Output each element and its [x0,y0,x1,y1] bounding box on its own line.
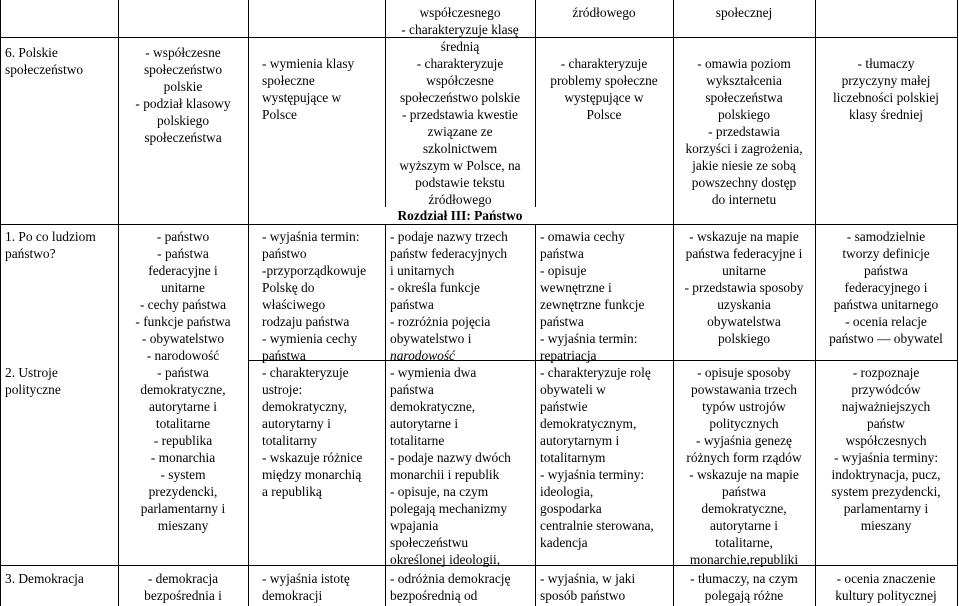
level4-cell: - omawia poziom wykształcenia społeczeństwa polskiego - przedstawia korzyści i zagrożenia, jakie niesie ze sobą powszechny dostęp do internetu [685,56,803,207]
content-cell: - demokracja bezpośrednia i [144,571,222,603]
column-divider [248,0,249,606]
level4-cell: - opisuje sposoby powstawania trzech typów ustrojów politycznych - wyjaśnia genezę różnych form rządów - wskazuje na mapie państwa demokratyczne, autorytarne i totalitarne, monarchie,republiki [686,365,802,567]
topic-cell: 3. Demokracja [5,571,84,586]
row-divider [0,224,958,225]
level2-cell: - odróżnia demokrację bezpośrednią od [390,571,511,603]
topic-cell: 1. Po co ludziom państwo? [5,229,96,261]
level4-cell: - wskazuje na mapie państwa federacyjne i unitarne - przedstawia sposoby uzyskania obywatelstwa polskiego [684,229,804,346]
level5-cell: - ocenia znaczenie kultury politycznej [835,571,937,603]
level3-cell: - charakteryzuje problemy społeczne występujące w Polsce [550,56,658,122]
level4-continued: społecznej [715,5,773,20]
table-border-left [0,0,1,606]
level3-cell: - omawia cechy państwa - opisuje wewnętrzne i zewnętrzne funkcje państwa - wyjaśnia termin: repatriacja [540,229,645,363]
level3-cell: - wyjaśnia, w jaki sposób państwo [540,571,636,603]
level2-continued: współczesnego - charakteryzuje klasę średnią [401,5,519,54]
topic-cell: 2. Ustroje polityczne [5,365,61,397]
topic-cell: 6. Polskie społeczeństwo [5,45,84,77]
level5-cell: - tłumaczy przyczyny małej liczebności polskiej klasy średniej [833,56,939,122]
level3-continued: źródłowego [572,5,636,20]
level2-cell [390,228,534,364]
level1-cell: - wyjaśnia istotę demokracji [262,571,350,603]
chapter-heading: Rozdział III: Państwo [310,207,610,224]
level2-cell: - wymienia dwa państwa demokratyczne, autorytarne i totalitarne - podaje nazwy dwóch monarchii i republik - opisuje, na czym polegają mechanizmy wpajania społeczeństwu określonej ideologii, [390,365,511,567]
content-cell: - współczesne społeczeństwo polskie - podział klasowy polskiego społeczeństwa [135,45,231,145]
content-cell: - państwa demokratyczne, autorytarne i totalitarne - republika - monarchia - system prezydencki, parlamentarny i mieszany [140,365,226,533]
level2-italic-term: narodowość [390,348,455,363]
level2-cell: - charakteryzuje współczesne społeczeństwo polskie - przedstawia kwestie związane ze szkolnictwem wyższym w Polsce, na podstawie tekstu źródłowego [399,56,521,207]
table-border-right [957,0,958,606]
level4-cell: - tłumaczy, na czym polegają różne [690,571,798,603]
level5-cell: - rozpoznaje przywódców najważniejszych państw współczesnych - wyjaśnia terminy: indoktrynacja, pucz, system prezydencki, parlamentarny i mieszany [831,365,941,533]
level1-cell: - charakteryzuje ustroje: demokratyczny, autorytarny i totalitarny - wskazuje różnice między monarchią a republiką [262,365,363,499]
level1-cell: - wyjaśnia termin: państwo -przyporządkowuje Polskę do właściwego rodzaju państwa - wymienia cechy państwa [262,229,367,363]
level5-cell: - samodzielnie tworzy definicje państwa federacyjnego i państwa unitarnego - ocenia relacje państwo — obywatel [829,229,943,346]
level1-cell: - wymienia klasy społeczne występujące w Polsce [262,56,355,122]
content-cell: - państwo - państwa federacyjne i unitarne - cechy państwa - funkcje państwa - obywatelstwo - narodowość [135,229,231,363]
level2-text: - podaje nazwy trzech państw federacyjnych i unitarnych - określa funkcje państwa - rozróżnia pojęcia obywatelstwo i [390,229,508,346]
level3-cell: - charakteryzuje rolę obywateli w państwie demokratycznym, autorytarnym i totalitarnym - wyjaśnia terminy: ideologia, gospodarka centralnie sterowana, kadencja [540,365,654,550]
